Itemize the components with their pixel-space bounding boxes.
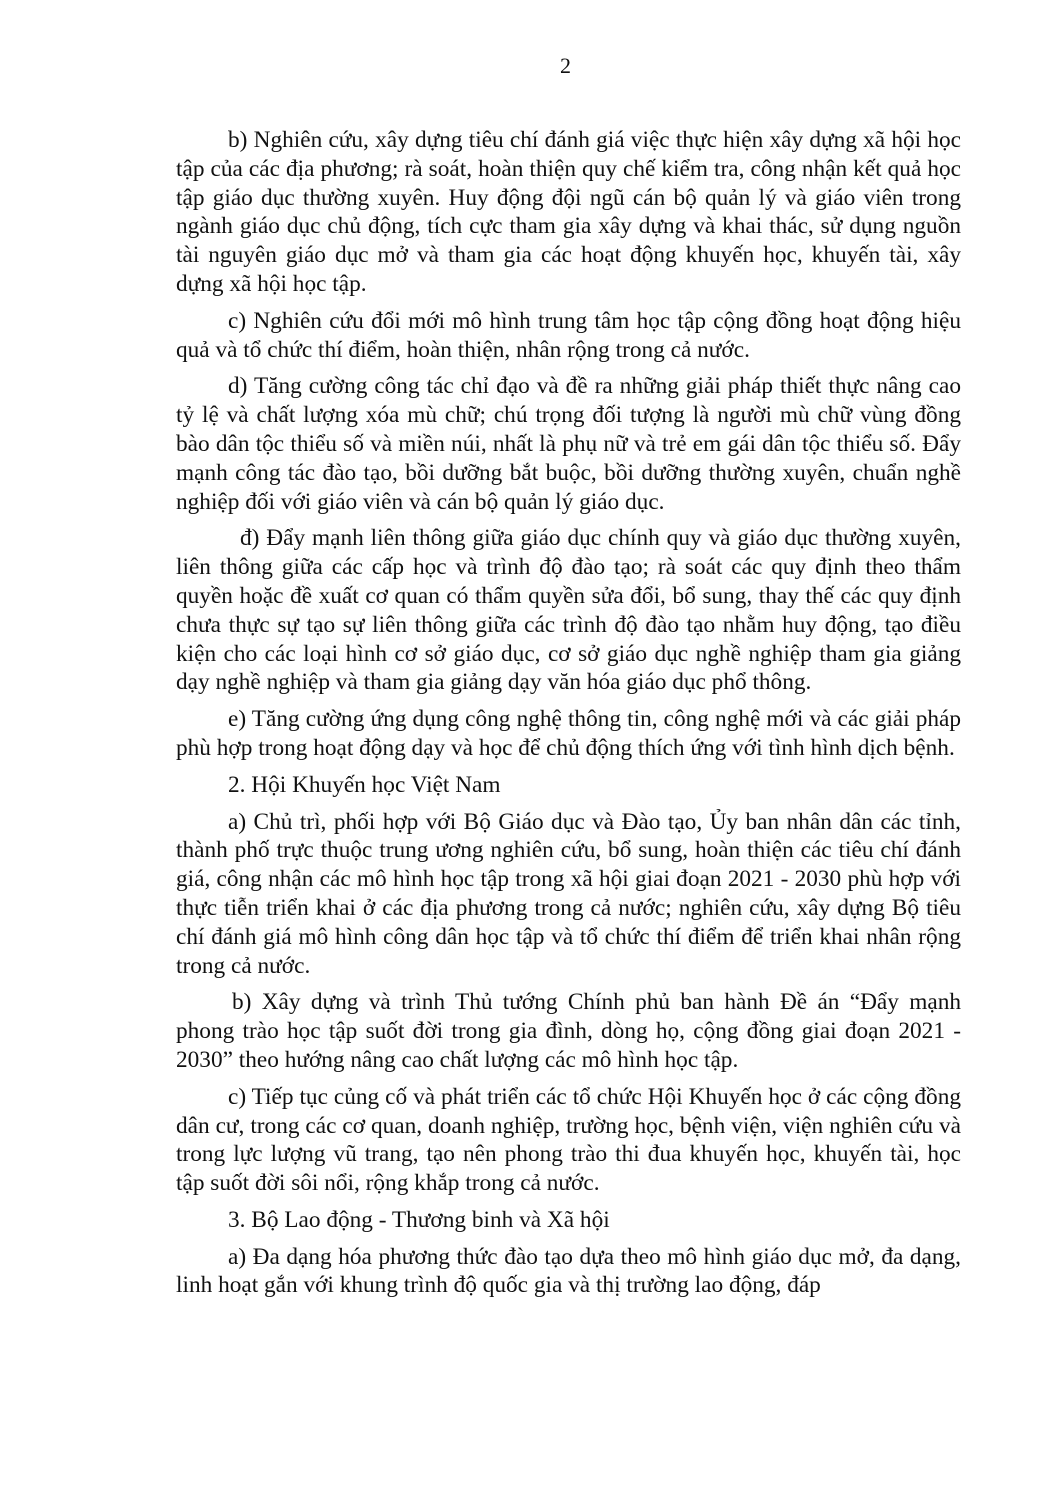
document-body [176, 126, 961, 1308]
paragraph-1b: b) Nghiên cứu, xây dựng tiêu chí đánh giá việc thực hiện xây dựng xã hội học tập của các địa phương; rà soát, hoàn thiện quy chế kiểm tra, công nhận kết quả học tập giáo dục thường xuyên. Huy động đội ngũ cán bộ quản lý và giáo viên trong ngành giáo dục chủ động, tích cực tham gia xây dựng và khai thác, sử dụng nguồn tài nguyên giáo dục mở và tham gia các hoạt động khuyến học, khuyến tài, xây dựng xã hội học tập. [176, 127, 961, 297]
paragraph-2c: c) Tiếp tục củng cố và phát triển các tổ chức Hội Khuyến học ở các cộng đồng dân cư, trong các cơ quan, doanh nghiệp, trường học, bệnh viện, viện nghiên cứu và trong lực lượng vũ trang, tạo nên phong trào thi đua khuyến học, khuyến tài, học tập suốt đời sôi nổi, rộng khắp trong cả nước. [176, 1083, 961, 1197]
paragraph-1dd: đ) Đẩy mạnh liên thông giữa giáo dục chính quy và giáo dục thường xuyên, liên thông giữa các cấp học và trình độ đào tạo; rà soát các quy định theo thẩm quyền hoặc đề xuất cơ quan có thẩm quyền sửa đổi, bổ sung, thay thế các quy định chưa thực sự tạo sự liên thông giữa các trình độ đào tạo nhằm huy động, tạo điều kiện cho các loại hình cơ sở giáo dục, cơ sở giáo dục nghề nghiệp tham gia giảng dạy nghề nghiệp và tham gia giảng dạy văn hóa giáo dục phổ thông. [176, 525, 961, 696]
section-heading-3: 3. Bộ Lao động - Thương binh và Xã hội [228, 1206, 610, 1233]
paragraph-1e: e) Tăng cường ứng dụng công nghệ thông tin, công nghệ mới và các giải pháp phù hợp trong hoạt động dạy và học để chủ động thích ứng với tình hình dịch bệnh. [176, 706, 961, 761]
paragraph-2a: a) Chủ trì, phối hợp với Bộ Giáo dục và Đào tạo, Ủy ban nhân dân các tỉnh, thành phố trực thuộc trung ương nghiên cứu, bổ sung, hoàn thiện các tiêu chí đánh giá, công nhận các mô hình học tập trong xã hội giai đoạn 2021 - 2030 phù hợp với thực tiễn triển khai ở các địa phương trong cả nước; nghiên cứu, xây dựng Bộ tiêu chí đánh giá mô hình công dân học tập và tổ chức thí điểm để triển khai nhân rộng trong cả nước. [176, 808, 961, 979]
paragraph-1d: d) Tăng cường công tác chỉ đạo và đề ra những giải pháp thiết thực nâng cao tỷ lệ và chất lượng xóa mù chữ; chú trọng đối tượng là người mù chữ vùng đồng bào dân tộc thiểu số và miền núi, nhất là phụ nữ và trẻ em gái dân tộc thiểu số. Đẩy mạnh công tác đào tạo, bồi dưỡng bắt buộc, bồi dưỡng thường xuyên, chuẩn nghề nghiệp đối với giáo viên và cán bộ quản lý giáo dục. [176, 373, 961, 515]
section-heading-2: 2. Hội Khuyến học Việt Nam [228, 771, 501, 798]
paragraph-2b: b) Xây dựng và trình Thủ tướng Chính phủ ban hành Đề án “Đẩy mạnh phong trào học tập suốt đời trong gia đình, dòng họ, cộng đồng giai đoạn 2021 - 2030” theo hướng nâng cao chất lượng các mô hình học tập. [176, 989, 961, 1073]
paragraph-1c: c) Nghiên cứu đổi mới mô hình trung tâm học tập cộng đồng hoạt động hiệu quả và tổ chức thí điểm, hoàn thiện, nhân rộng trong cả nước. [176, 307, 961, 363]
paragraph-3a: a) Đa dạng hóa phương thức đào tạo dựa theo mô hình giáo dục mở, đa dạng, linh hoạt gắn với khung trình độ quốc gia và thị trường lao động, đáp [176, 1243, 961, 1299]
page-number: 2 [560, 53, 571, 78]
